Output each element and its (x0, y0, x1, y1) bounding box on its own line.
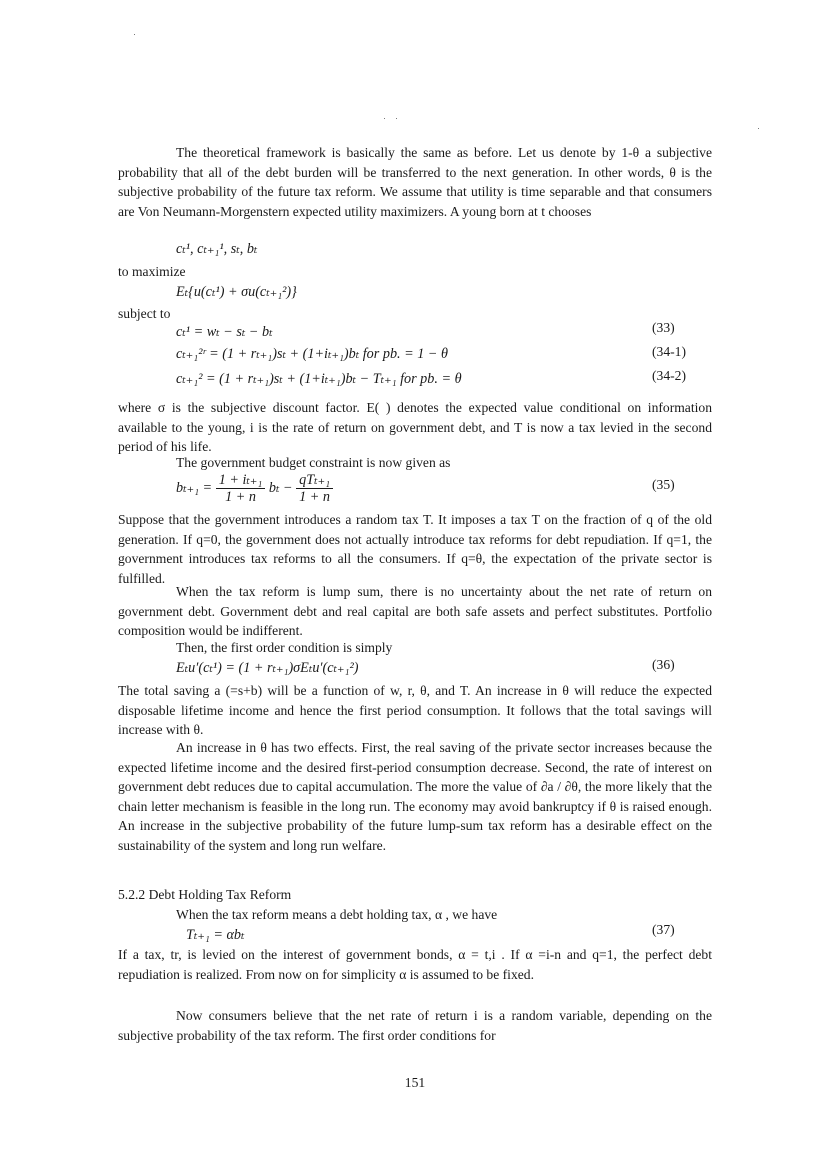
equation-number-36: (36) (652, 657, 675, 672)
scan-speck (758, 128, 759, 129)
equation-number-33: (33) (652, 320, 675, 335)
paragraph-two-effects: An increase in θ has two effects. First, the real saving of the private sector increases because the expected lifetime income and the desired first-period consumption decrease. Second, the rate of interest on government debt reduces due to capital accumulation. The more the value of ∂a / ∂θ, the more likely that the chain letter mechanism is feasible in the long run. The economy may avoid bankruptcy if θ is raised enough. An increase in the subjective probability of the future lump-sum tax reform has a desirable effect on the sustainability of the system and long run welfare. (118, 740, 712, 853)
paragraph-where: where σ is the subjective discount factor. E( ) denotes the expected value conditional on information available to the young, i is the rate of return on government debt, and T is now a tax levied in the second period of his life. (118, 400, 712, 455)
fraction-denominator: 1 + n (299, 489, 330, 505)
scan-speck (396, 118, 397, 119)
equation-33: cₜ¹ = wₜ − sₜ − bₜ (176, 324, 273, 340)
paragraph-random-variable: Now consumers believe that the net rate of return i is a random variable, depending on the subjective probability of the tax reform. The first order conditions for (118, 1008, 712, 1043)
paragraph-lump-sum: When the tax reform is lump sum, there is no uncertainty about the net rate of return on government debt. Government debt and real capital are both safe assets and perfect substitutes. Portfolio composition would be indifferent. (118, 584, 712, 639)
equation-number-34-2: (34-2) (652, 368, 686, 383)
section-heading: 5.2.2 Debt Holding Tax Reform (118, 887, 292, 902)
equation-37: Tₜ₊₁ = αbₜ (186, 927, 245, 943)
paragraph-first-order: Then, the first order condition is simply (176, 640, 393, 655)
fraction-denominator: 1 + n (225, 489, 256, 505)
equation-35 (176, 472, 333, 505)
equation-number-34-1: (34-1) (652, 344, 686, 359)
equation-35-middle: bₜ − (268, 479, 293, 496)
page-number: 151 (404, 1075, 426, 1090)
equation-number-35: (35) (652, 477, 675, 492)
equation-35-lhs: bₜ₊₁ = (176, 479, 213, 496)
fraction-numerator: qTₜ₊₁ (296, 472, 333, 489)
equation-number-37: (37) (652, 922, 675, 937)
label-subject-to: subject to (118, 306, 171, 321)
label-to-maximize: to maximize (118, 264, 186, 279)
equation-36: Eₜu′(cₜ¹) = (1 + rₜ₊₁)σEₜu′(cₜ₊₁²) (176, 660, 359, 676)
choice-variables: cₜ¹, cₜ₊₁¹, sₜ, bₜ (176, 241, 258, 257)
paragraph-government-constraint: The government budget constraint is now given as (176, 455, 451, 470)
fraction-numerator: 1 + iₜ₊₁ (216, 472, 266, 489)
objective-function: Eₜ{u(cₜ¹) + σu(cₜ₊₁²)} (176, 284, 297, 300)
scan-speck (384, 118, 385, 119)
paragraph-framework: The theoretical framework is basically the same as before. Let us denote by 1-θ a subjective probability that all of the debt burden will be transferred to the next generation. In other words, θ is the subjective probability of the future tax reform. We assume that utility is time separable and that consumers are Von Neumann-Morgenstern expected utility maximizers. A young born at t chooses (118, 145, 712, 219)
paragraph-random-tax: Suppose that the government introduces a random tax T. It imposes a tax T on the fraction of q of the old generation. If q=0, the government does not actually introduce tax reforms for debt repudiation. If q=1, the government introduces tax reforms to all the consumers. If q=θ, the expectation of the private sector is fulfilled. (118, 512, 712, 586)
equation-34-2: cₜ₊₁² = (1 + rₜ₊₁)sₜ + (1+iₜ₊₁)bₜ − Tₜ₊₁ for pb. = θ (176, 371, 462, 387)
paragraph-tax-levied: If a tax, tr, is levied on the interest of government bonds, α = t,i . If α =i-n and q=1, the perfect debt repudiation is realized. From now on for simplicity α is assumed to be fixed. (118, 947, 712, 982)
paragraph-total-saving: The total saving a (=s+b) will be a function of w, r, θ, and T. An increase in θ will reduce the expected disposable lifetime income and hence the first period consumption. It follows that the total savings will increase with θ. (118, 683, 712, 738)
equation-35-fraction-2 (296, 472, 333, 505)
scan-speck (134, 34, 135, 35)
equation-35-fraction-1 (216, 472, 266, 505)
equation-34-1: cₜ₊₁²ʳ = (1 + rₜ₊₁)sₜ + (1+iₜ₊₁)bₜ for pb. = 1 − θ (176, 346, 448, 362)
paragraph-debt-holding-tax: When the tax reform means a debt holding tax, α , we have (176, 907, 498, 922)
